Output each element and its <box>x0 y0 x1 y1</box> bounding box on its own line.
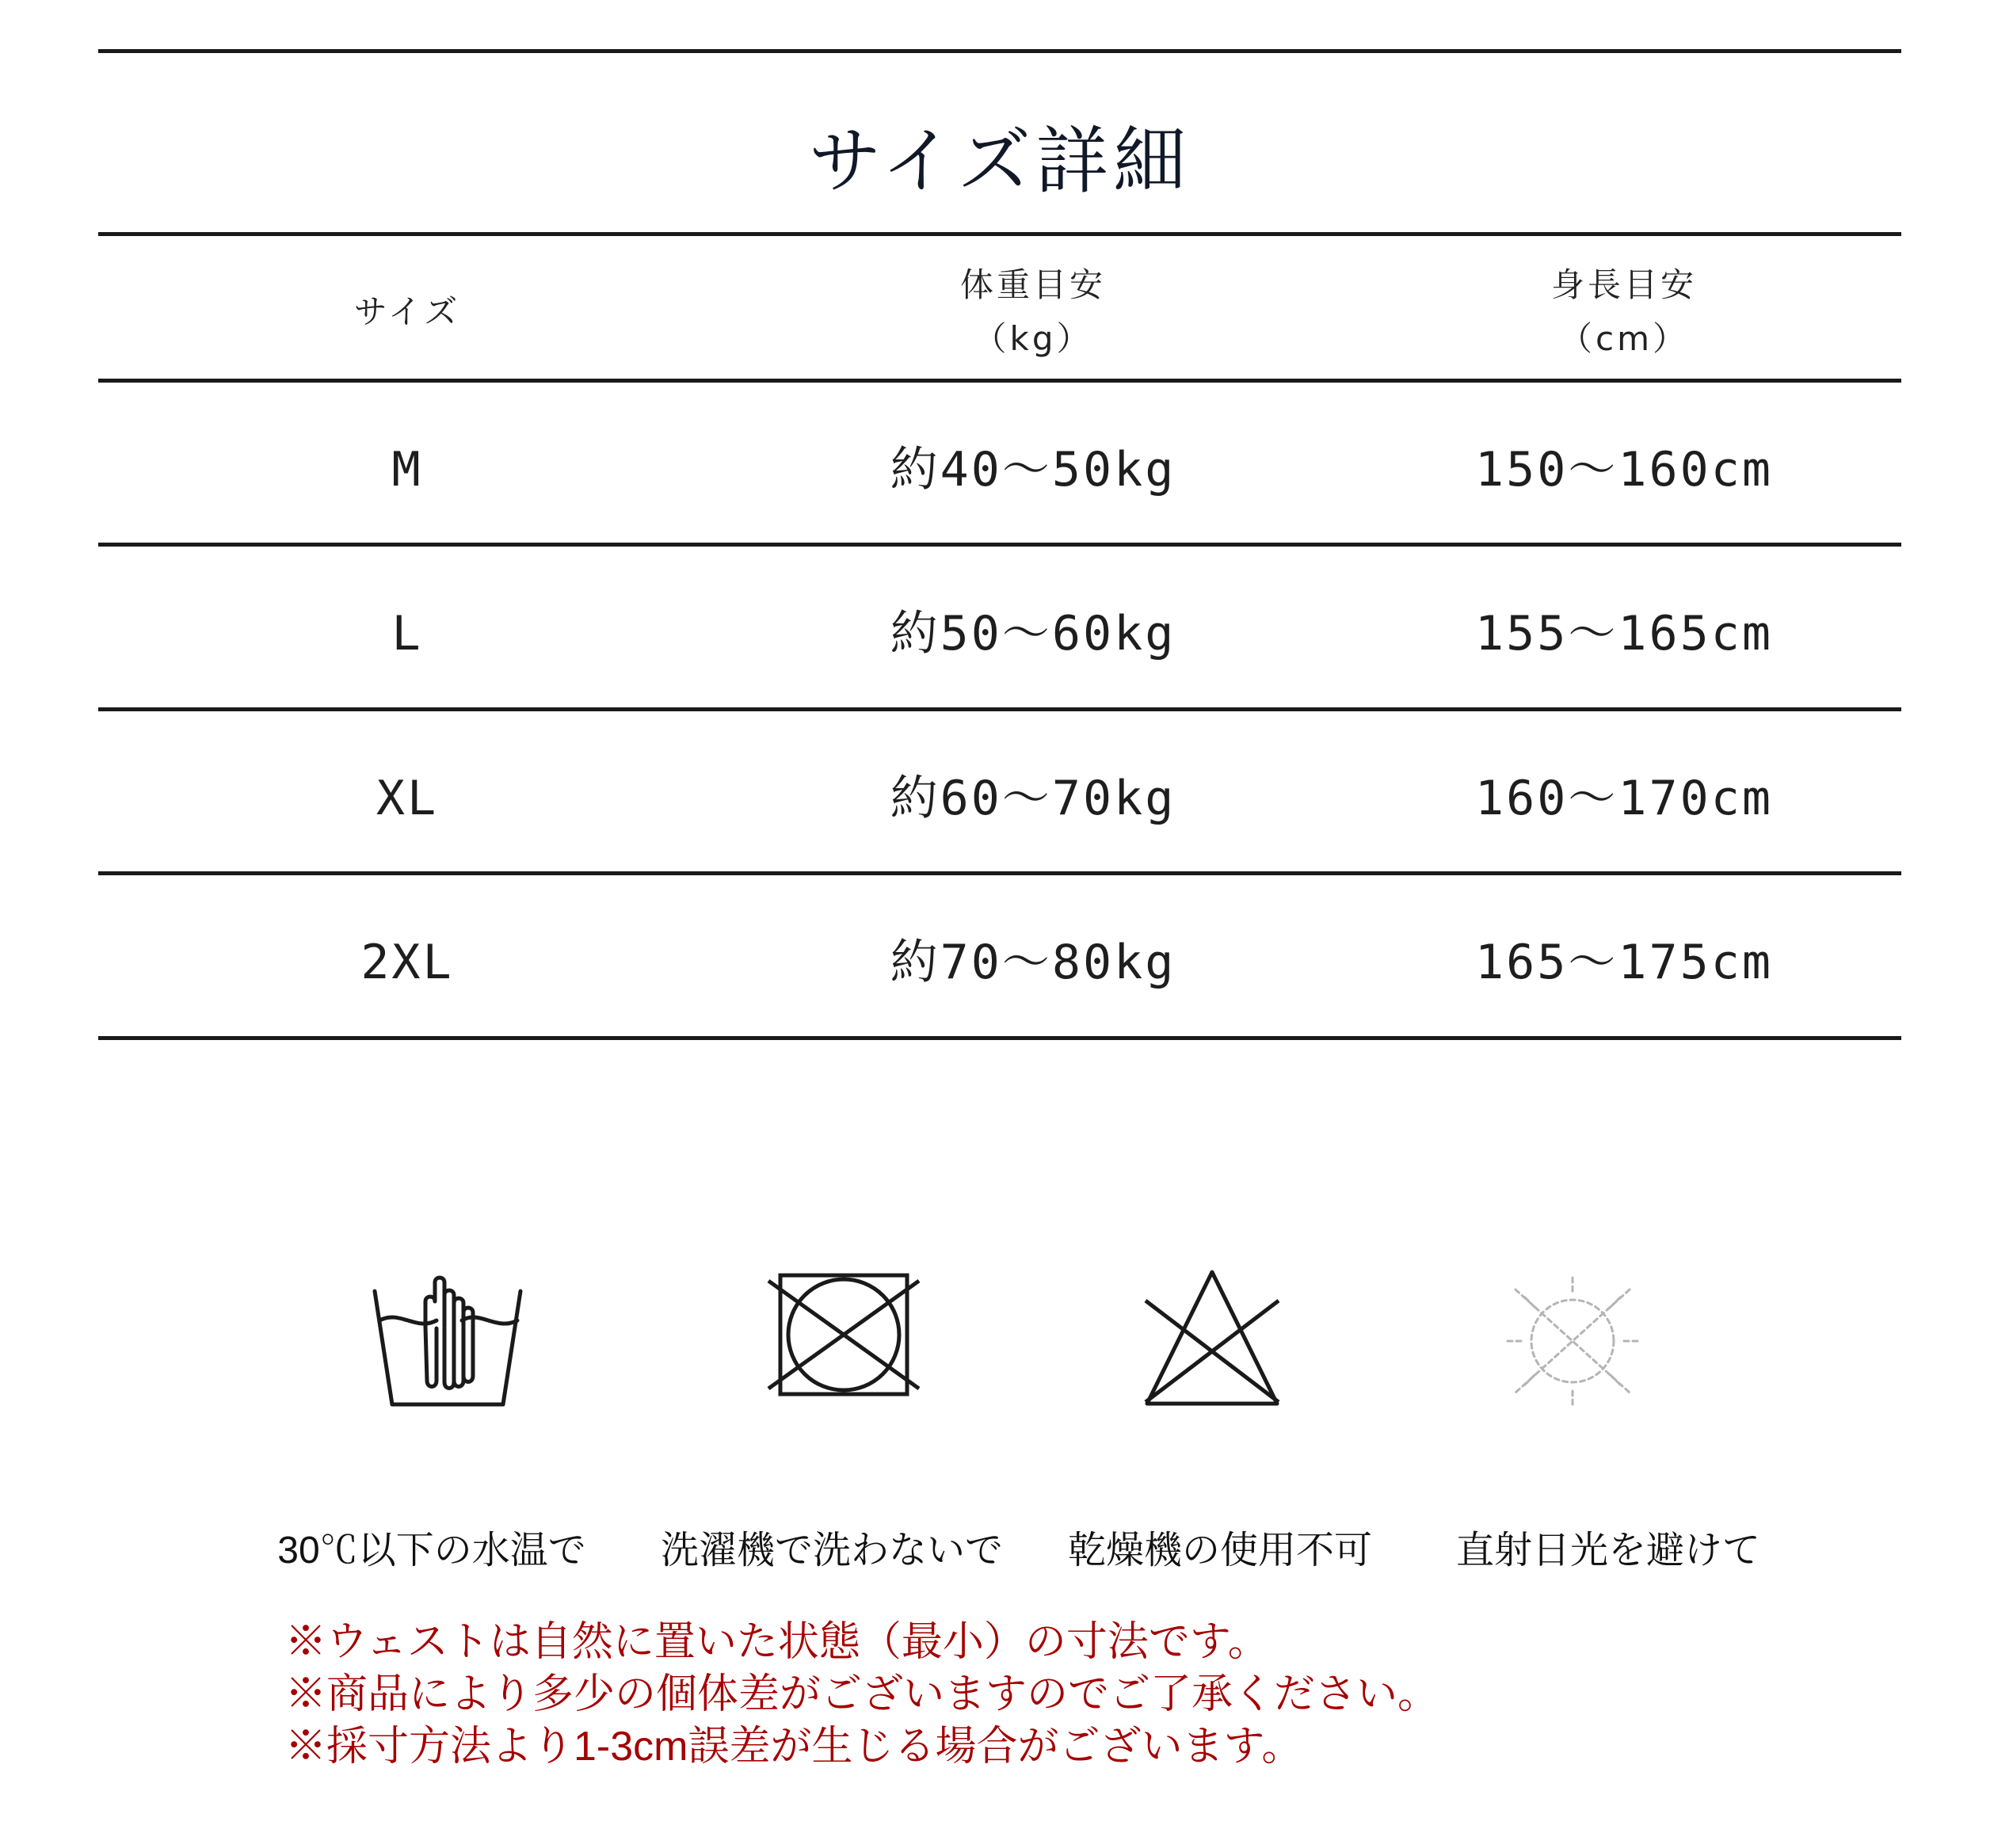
header-weight-label: 体重目安 <box>959 265 1106 304</box>
header-weight-unit: （kg） <box>973 319 1093 358</box>
size-cell: M <box>391 442 423 497</box>
height-cell: 155～165cm <box>1475 606 1773 661</box>
care-label-no-tumble-dry: 乾燥機の使用不可 <box>1067 1530 1372 1572</box>
note-individual-differences: ※商品により多少の個体差がございますのでご了承ください。 <box>285 1671 1439 1717</box>
row-rule <box>98 871 1901 875</box>
header-top-rule <box>98 232 1901 236</box>
size-cell: 2XL <box>360 935 454 990</box>
weight-cell: 約40～50kg <box>890 442 1176 497</box>
header-height-label: 身長目安 <box>1550 265 1697 304</box>
no-machine-wash-icon <box>764 1271 923 1398</box>
weight-cell: 約50～60kg <box>890 606 1176 661</box>
height-cell: 165～175cm <box>1475 935 1773 990</box>
header-weight <box>716 258 1350 366</box>
care-label-no-direct-sunlight: 直射日光を避けて <box>1455 1530 1760 1572</box>
hand-wash-icon <box>368 1271 527 1410</box>
note-measurement-error: ※採寸方法より1-3cm誤差が生じる場合がございます。 <box>285 1724 1303 1770</box>
care-label-hand-wash: 30℃以下の水温で <box>277 1530 586 1572</box>
header-size <box>98 285 716 339</box>
row-rule <box>98 543 1901 547</box>
row-rule <box>98 707 1901 711</box>
no-direct-sunlight-icon <box>1501 1274 1644 1408</box>
size-cell: L <box>391 606 423 661</box>
note-waist: ※ウェストは自然に置いた状態（最小）の寸法です。 <box>285 1619 1269 1665</box>
weight-cell: 約70～80kg <box>890 935 1176 990</box>
size-cell: XL <box>376 771 439 826</box>
notes <box>285 1616 1439 1773</box>
table-bottom-rule <box>98 1036 1901 1040</box>
height-cell: 160～170cm <box>1475 771 1773 826</box>
page-title: サイズ詳細 <box>808 119 1191 204</box>
no-tumble-dry-icon <box>1141 1266 1283 1408</box>
weight-cell: 約60～70kg <box>890 771 1176 826</box>
height-cell: 150～160cm <box>1475 442 1773 497</box>
header-size-label: サイズ <box>353 292 461 331</box>
header-height-unit: （cm） <box>1558 319 1689 358</box>
header-height <box>1331 258 1917 366</box>
care-label-no-machine-wash: 洗濯機で洗わないで <box>660 1530 1003 1572</box>
header-bottom-rule <box>98 379 1901 383</box>
top-rule <box>98 49 1901 53</box>
